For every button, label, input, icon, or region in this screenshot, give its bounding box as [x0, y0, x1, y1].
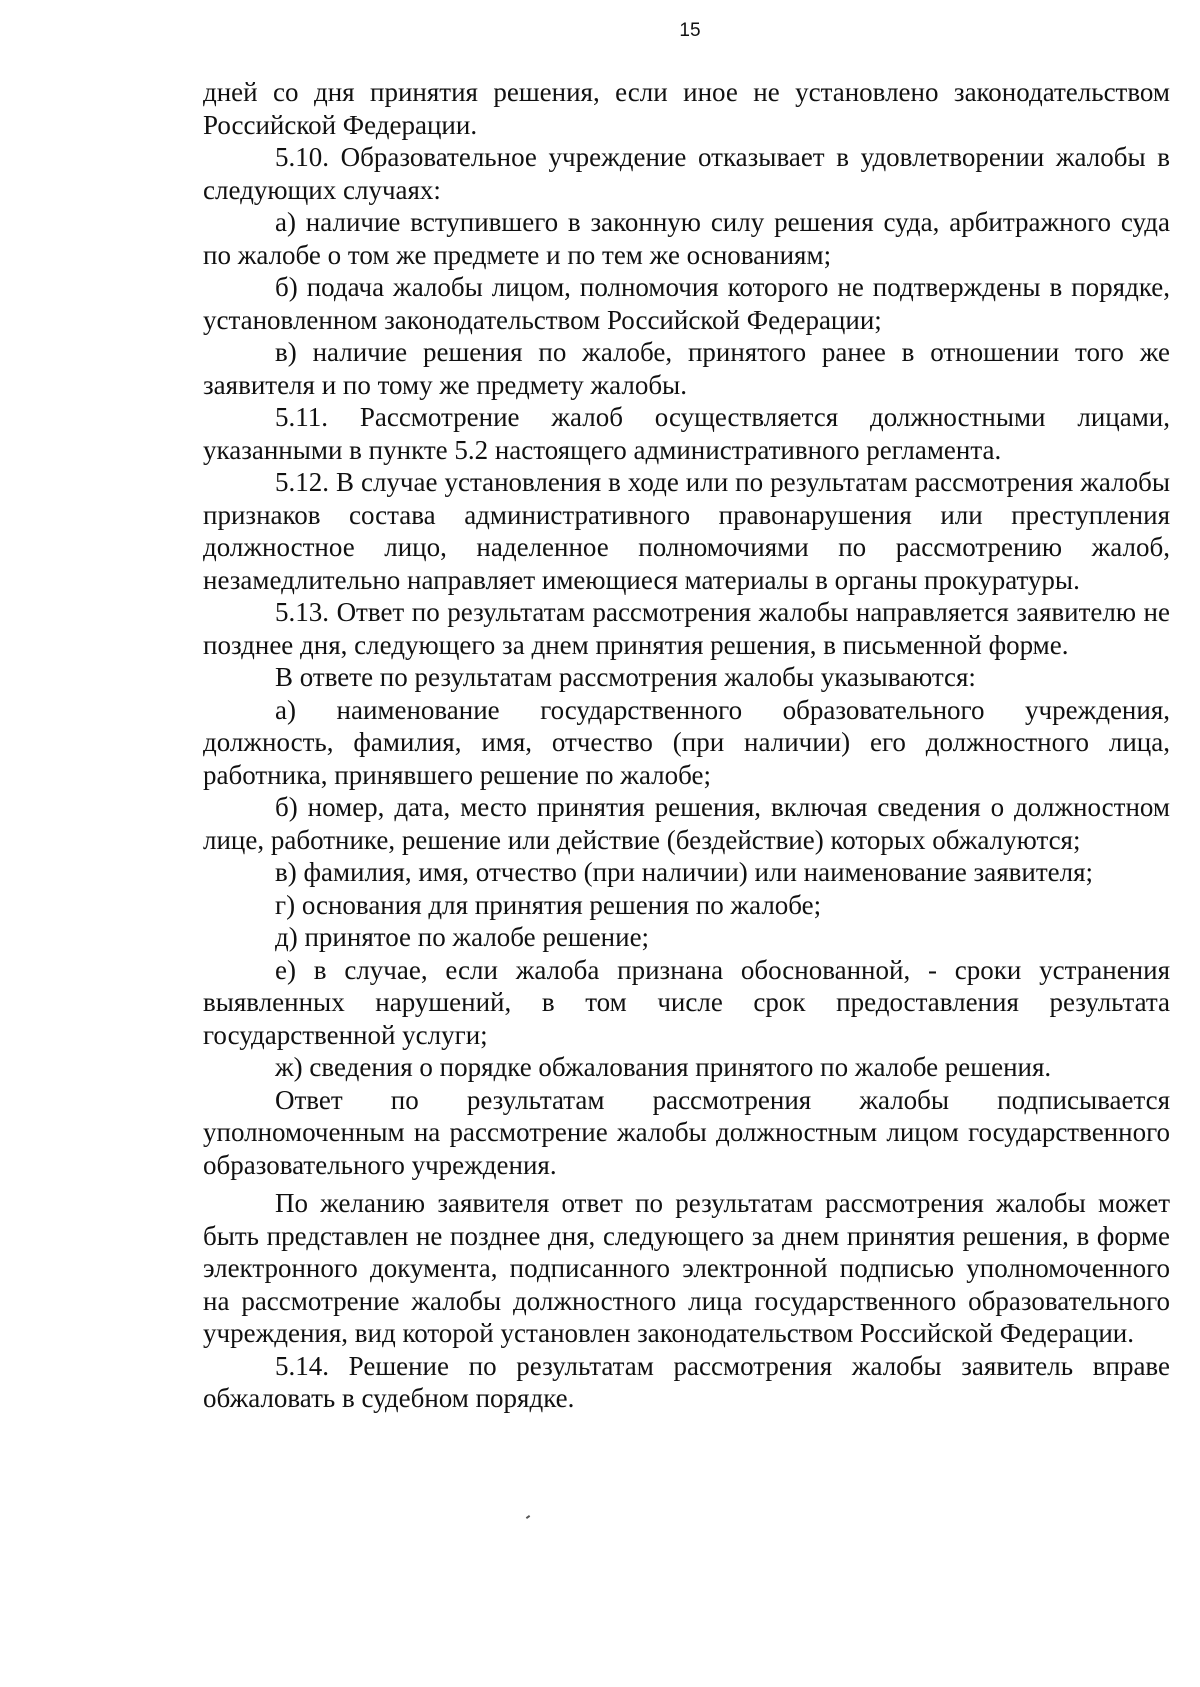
paragraph-5-10: 5.10. Образовательное учреждение отказывает в удовлетворении жалобы в следующих случаях:: [203, 142, 1170, 205]
document-body: [203, 76, 1170, 1415]
paragraph-answer-e: д) принятое по жалобе решение;: [275, 922, 650, 952]
scan-speck: [526, 1515, 530, 1519]
paragraph-answer-a: а) наименование государственного образовательного учреждения, должность, фамилия, имя, отчество (при наличии) его должностного лица, работника, принявшего решение по жалобе;: [203, 694, 1170, 790]
paragraph-answer-b: б) номер, дата, место принятия решения, включая сведения о должностном лице, работнике, решение или действие (бездействие) которых обжалуются;: [203, 792, 1170, 855]
paragraph-answer-d: г) основания для принятия решения по жалобе;: [275, 889, 822, 920]
paragraph-5-13: 5.13. Ответ по результатам рассмотрения жалобы направляется заявителю не позднее дня, следующего за днем принятия решения, в письменной форме.: [203, 597, 1170, 660]
paragraph-answer-c: в) фамилия, имя, отчество (при наличии) или наименование заявителя;: [275, 857, 1094, 887]
page-number: 15: [679, 20, 701, 41]
paragraph-answer-g: ж) сведения о порядке обжалования принятого по жалобе решения.: [275, 1052, 1052, 1082]
paragraph-answer-signature: Ответ по результатам рассмотрения жалобы подписывается уполномоченным на рассмотрение жалобы должностным лицом государственного образовательного учреждения.: [203, 1084, 1170, 1180]
paragraph-5-10-a: а) наличие вступившего в законную силу решения суда, арбитражного суда по жалобе о том же предмете и по тем же основаниям;: [203, 207, 1170, 270]
paragraph-electronic-answer: По желанию заявителя ответ по результатам рассмотрения жалобы может быть представлен не позднее дня, следующего за днем принятия решения, в форме электронного документа, подписанного электронной подписью уполномоченного на рассмотрение жалобы должностного лица государственного образовательного учреждения, вид которой установлен законодательством Российской Федерации.: [203, 1188, 1170, 1348]
paragraph-5-11: 5.11. Рассмотрение жалоб осуществляется должностными лицами, указанными в пункте 5.2 настоящего административного регламента.: [203, 402, 1170, 465]
paragraph-5-10-b: б) подача жалобы лицом, полномочия которого не подтверждены в порядке, установленном законодательством Российской Федерации;: [203, 272, 1170, 335]
paragraph-answer-contents: В ответе по результатам рассмотрения жалобы указываются:: [275, 662, 976, 692]
paragraph-answer-f: е) в случае, если жалоба признана обоснованной, - сроки устранения выявленных нарушений, в том числе срок предоставления результата государственной услуги;: [203, 954, 1170, 1050]
paragraph-5-12: 5.12. В случае установления в ходе или по результатам рассмотрения жалобы признаков состава административного правонарушения или преступления должностное лицо, наделенное полномочиями по рассмотрению жалоб, незамедлительно направляет имеющиеся материалы в органы прокуратуры.: [203, 467, 1170, 595]
paragraph-continuation: дней со дня принятия решения, если иное не установлено законодательством Российской Федерации.: [203, 77, 1170, 140]
paragraph-5-14: 5.14. Решение по результатам рассмотрения жалобы заявитель вправе обжаловать в судебном порядке.: [203, 1350, 1170, 1413]
paragraph-5-10-c: в) наличие решения по жалобе, принятого ранее в отношении того же заявителя и по тому же предмету жалобы.: [203, 337, 1170, 400]
